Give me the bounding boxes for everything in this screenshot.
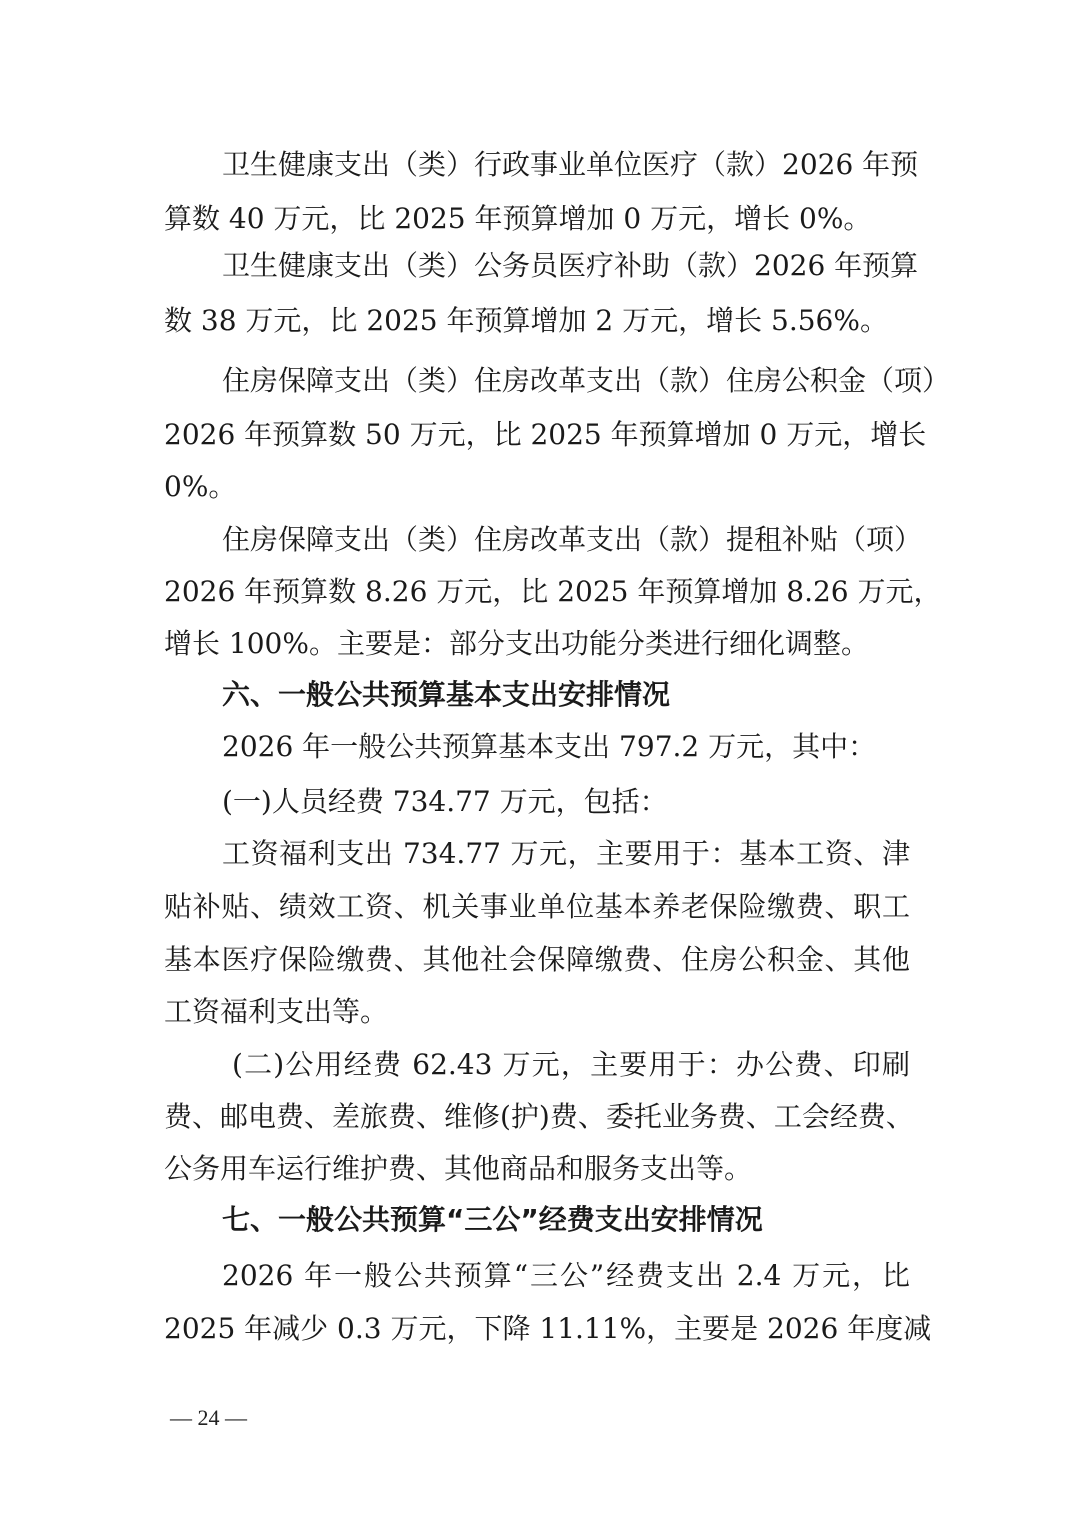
paragraph-line: 2026 年预算数 50 万元，比 2025 年预算增加 0 万元，增长 [164,418,927,451]
paragraph-line: 2026 年预算数 8.26 万元，比 2025 年预算增加 8.26 万元， [164,575,942,608]
paragraph-line: 基本医疗保险缴费、其他社会保障缴费、住房公积金、其他 [164,943,910,976]
section-heading: 七、一般公共预算“三公”经费支出安排情况 [222,1203,763,1236]
paragraph-line: 2026 年一般公共预算“三公”经费支出 2.4 万元，比 [222,1259,910,1292]
page-number: — 24 — [170,1405,247,1430]
paragraph-line: 卫生健康支出（类）行政事业单位医疗（款）2026 年预 [222,148,919,181]
paragraph-line: 工资福利支出 734.77 万元，主要用于：基本工资、津 [222,837,910,870]
paragraph-line: 数 38 万元，比 2025 年预算增加 2 万元，增长 5.56%。 [164,304,888,337]
paragraph-line: (二)公用经费 62.43 万元，主要用于：办公费、印刷 [232,1048,910,1081]
section-heading: 六、一般公共预算基本支出安排情况 [222,678,671,711]
paragraph-line: 住房保障支出（类）住房改革支出（款）住房公积金（项） [222,364,951,397]
paragraph-line: 贴补贴、绩效工资、机关事业单位基本养老保险缴费、职工 [164,890,910,923]
paragraph-line: 卫生健康支出（类）公务员医疗补助（款）2026 年预算 [222,249,919,282]
paragraph-line: 0%。 [164,470,237,503]
paragraph-line: 公务用车运行维护费、其他商品和服务支出等。 [164,1152,753,1185]
paragraph-line: 住房保障支出（类）住房改革支出（款）提租补贴（项） [222,523,923,556]
paragraph-line: 2026 年一般公共预算基本支出 797.2 万元，其中： [222,730,877,763]
paragraph-line: 算数 40 万元，比 2025 年预算增加 0 万元，增长 0%。 [164,202,872,235]
paragraph-line: (一)人员经费 734.77 万元，包括： [222,785,668,818]
paragraph-line: 增长 100%。主要是：部分支出功能分类进行细化调整。 [164,627,869,660]
paragraph-line: 费、邮电费、差旅费、维修(护)费、委托业务费、工会经费、 [164,1100,914,1133]
paragraph-line: 2025 年减少 0.3 万元，下降 11.11%，主要是 2026 年度减 [164,1312,932,1345]
paragraph-line: 工资福利支出等。 [164,995,389,1028]
